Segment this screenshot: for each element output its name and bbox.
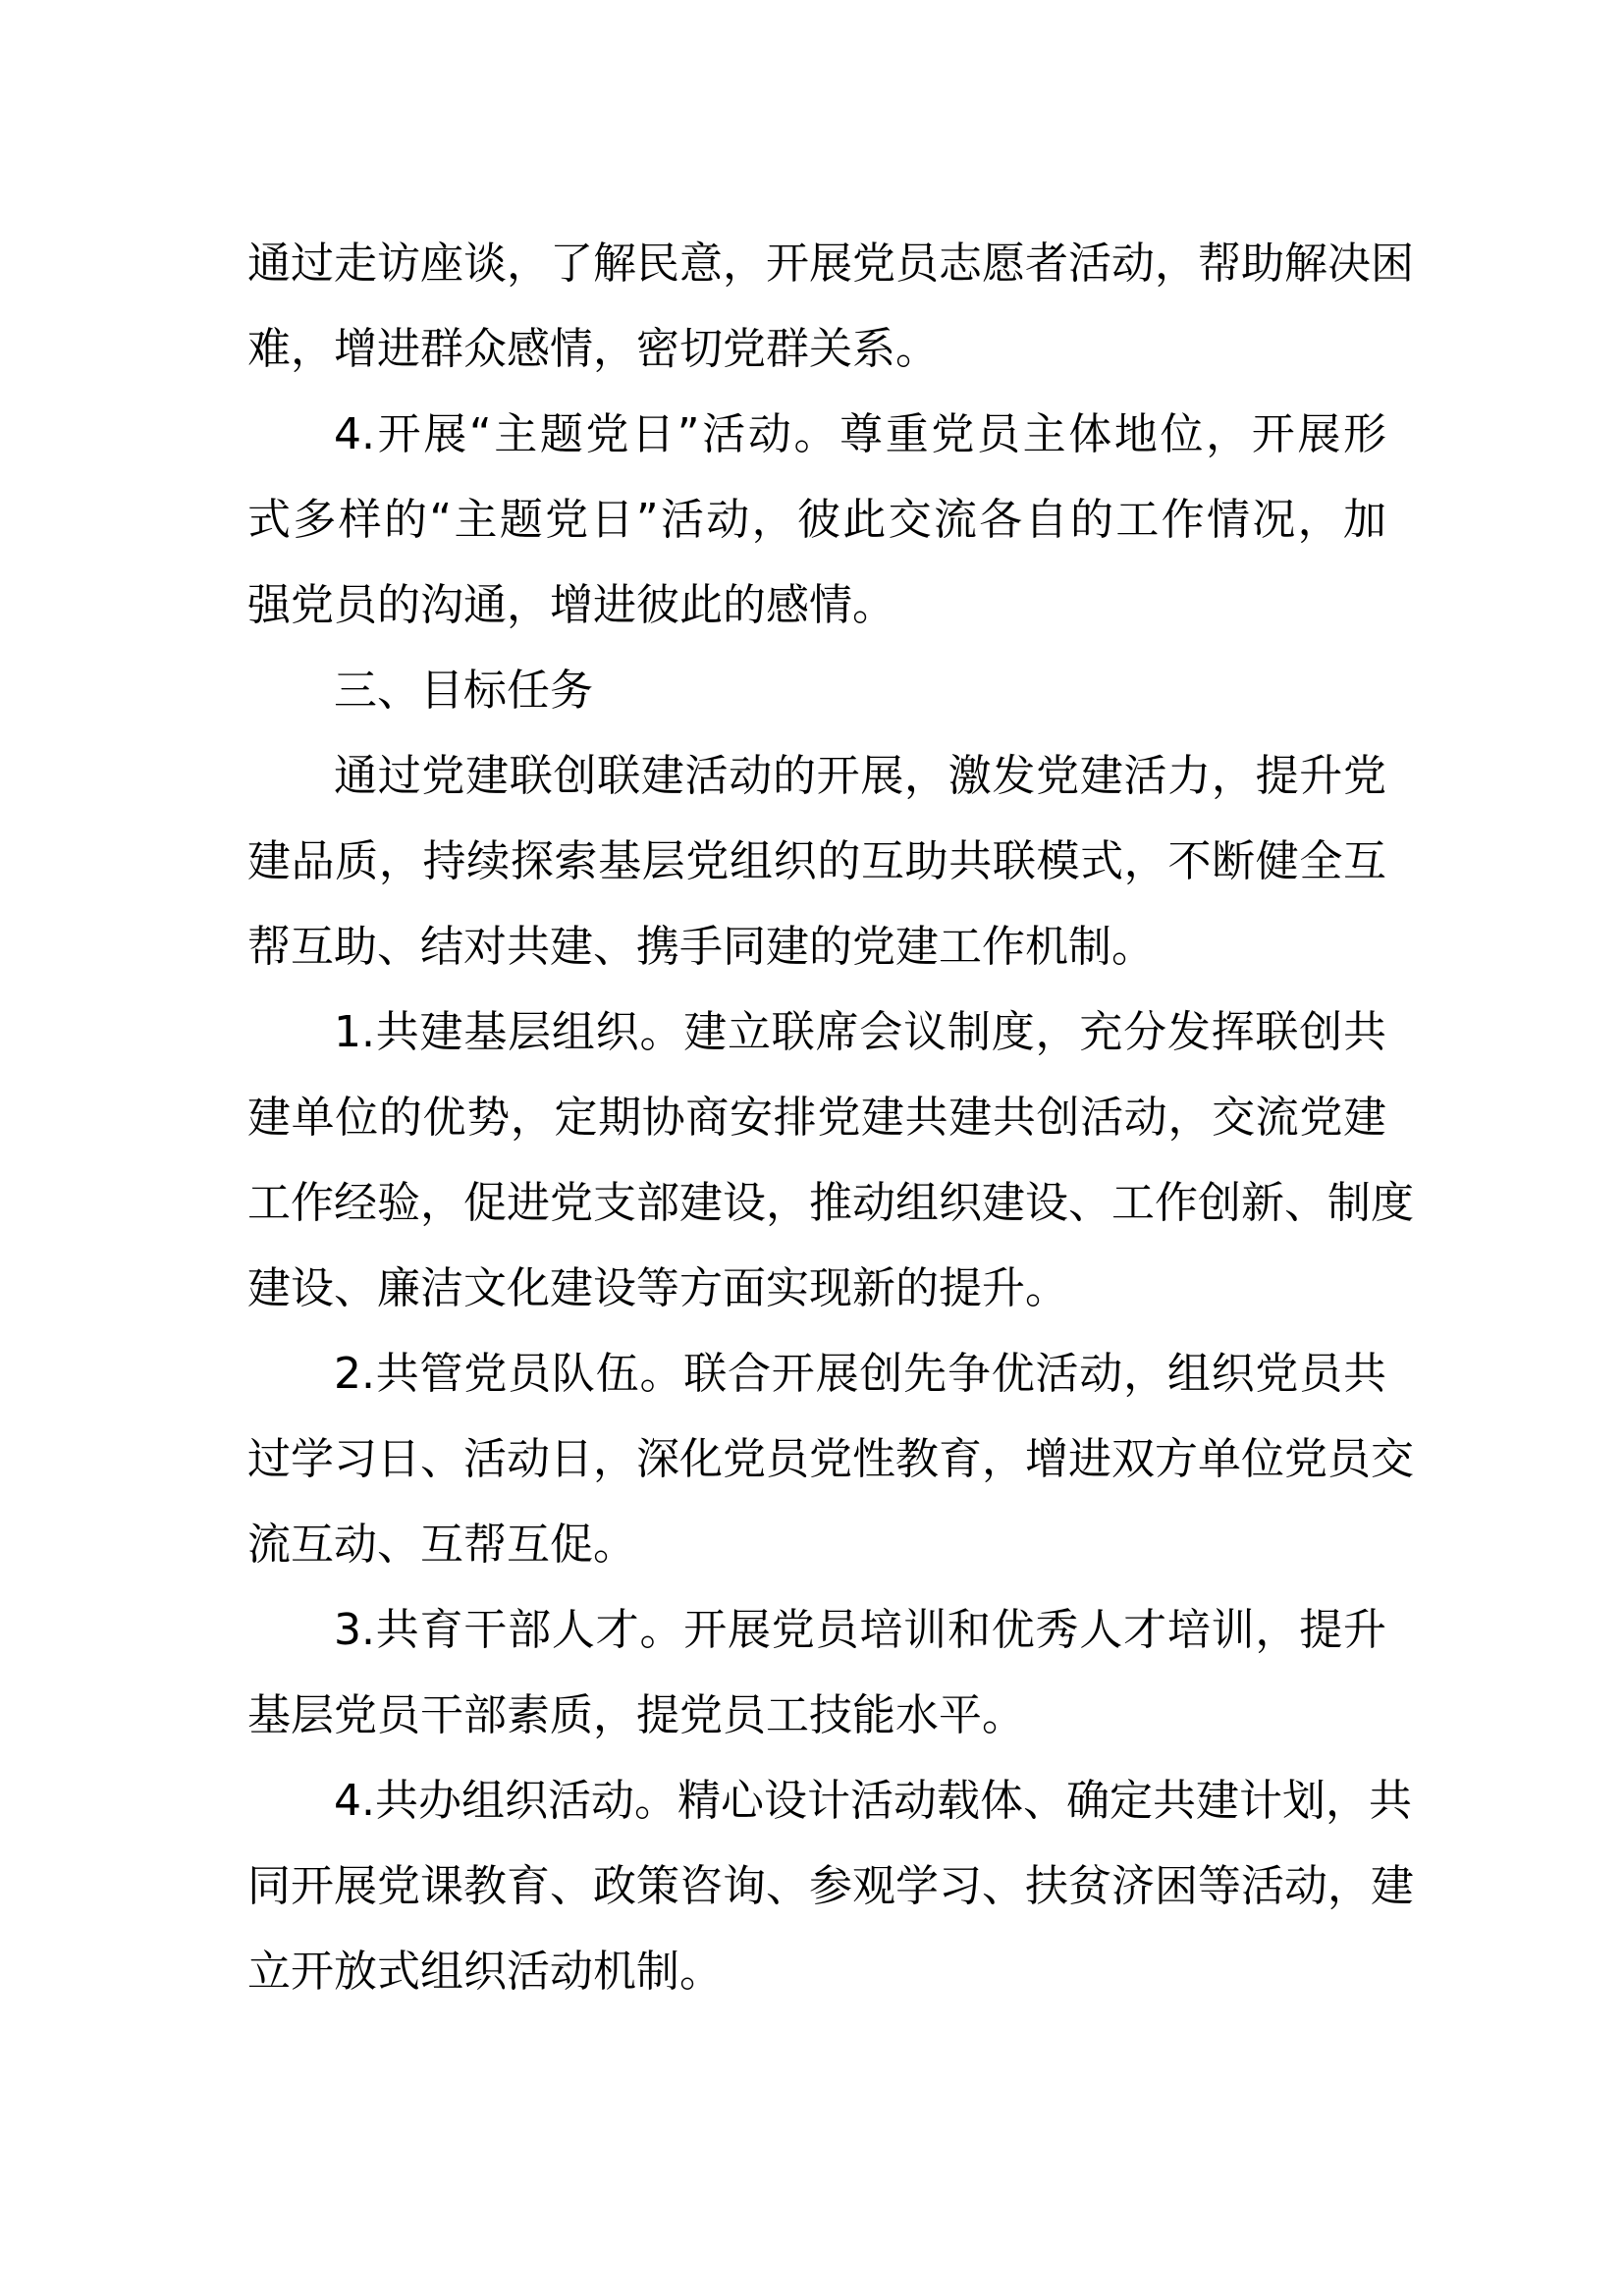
text-line: 工作经验，促进党支部建设，推动组织建设、工作创新、制度 <box>247 1178 1414 1228</box>
text-line: 通过党建联创联建活动的开展，激发党建活力，提升党 <box>334 751 1386 801</box>
text-line: 过学习日、活动日，深化党员党性教育，增进双方单位党员交 <box>247 1434 1414 1484</box>
text-line: 建品质，持续探索基层党组织的互助共联模式，不断健全互 <box>247 836 1386 886</box>
item-3-heading-line: 3.共育干部人才。开展党员培训和优秀人才培训，提升 <box>334 1605 1386 1655</box>
text-line: 基层党员干部素质，提党员工技能水平。 <box>247 1690 1025 1740</box>
text-line: 帮互助、结对共建、携手同建的党建工作机制。 <box>247 922 1155 972</box>
item-1-heading-line: 1.共建基层组织。建立联席会议制度，充分发挥联创共 <box>334 1007 1386 1057</box>
document-page <box>247 221 1414 2014</box>
item-4-heading-line: 4.开展“主题党日”活动。尊重党员主体地位，开展形 <box>334 409 1386 459</box>
text-line: 通过走访座谈，了解民意，开展党员志愿者活动，帮助解决困 <box>247 239 1414 289</box>
text-line: 建设、廉洁文化建设等方面实现新的提升。 <box>247 1263 1068 1313</box>
text-line: 立开放式组织活动机制。 <box>247 1947 723 1997</box>
text-line: 强党员的沟通，增进彼此的感情。 <box>247 580 895 630</box>
text-line: 流互动、互帮互促。 <box>247 1520 636 1570</box>
text-line: 式多样的“主题党日”活动，彼此交流各自的工作情况，加 <box>247 495 1386 545</box>
text-line: 同开展党课教育、政策咨询、参观学习、扶贫济困等活动，建 <box>247 1861 1414 1911</box>
text-line: 建单位的优势，定期协商安排党建共建共创活动，交流党建 <box>247 1093 1386 1143</box>
text-line: 难，增进群众感情，密切党群关系。 <box>247 324 939 374</box>
item-4b-heading-line: 4.共办组织活动。精心设计活动载体、确定共建计划，共 <box>334 1776 1412 1826</box>
section-heading: 三、目标任务 <box>334 666 593 716</box>
item-2-heading-line: 2.共管党员队伍。联合开展创先争优活动，组织党员共 <box>334 1349 1386 1399</box>
